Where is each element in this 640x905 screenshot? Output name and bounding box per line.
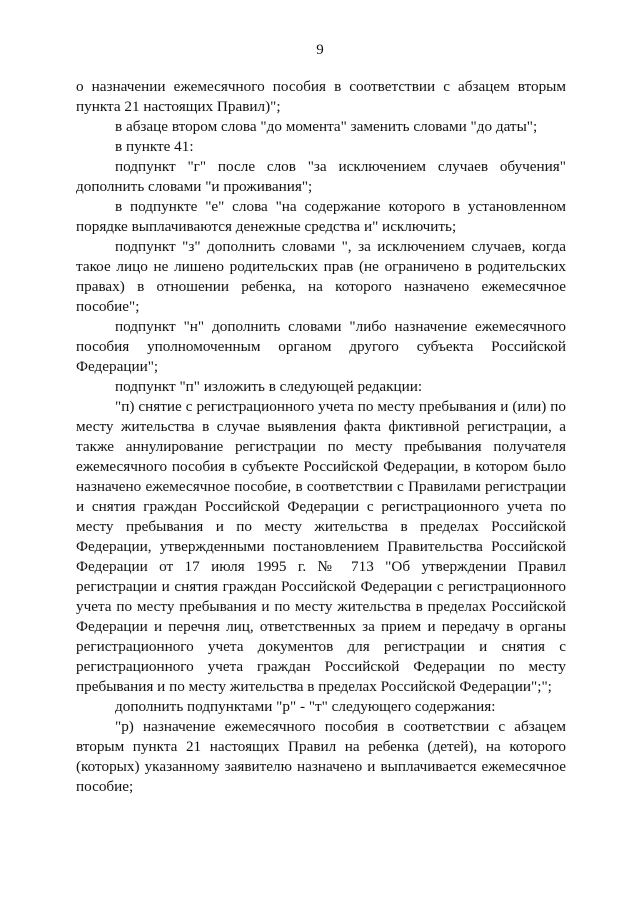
document-body (76, 77, 566, 797)
paragraph: подпункт "н" дополнить словами "либо назначение ежемесячного пособия уполномоченным органом другого субъекта Российской Федерации"; (76, 318, 566, 375)
paragraph: в подпункте "е" слова "на содержание которого в установленном порядке выплачиваются денежные средства и" исключить; (76, 198, 566, 235)
paragraph: о назначении ежемесячного пособия в соответствии с абзацем вторым пункта 21 настоящих Правил)"; (76, 78, 566, 115)
paragraph: в пункте 41: (115, 138, 194, 155)
paragraph: "п) снятие с регистрационного учета по месту пребывания и (или) по месту жительства в случае выявления факта фиктивной регистрации, а также аннулирование регистрации по месту пребывания получателя ежемесячного пособия в субъекте Российской Федерации, в котором было назначено ежемесячное пособие, в соответствии с Правилами регистрации и снятия граждан Российской Федерации с регистрационного учета по месту пребывания и по месту жительства в пределах Российской Федерации, утвержденными постановлением Правительства Российской Федерации от 17 июля 1995 г. № 713 "Об утверждении Правил регистрации и снятия граждан Российской Федерации с регистрационного учета по месту пребывания и по месту жительства в пределах Российской Федерации и перечня лиц, ответственных за прием и передачу в органы регистрационного учета документов для регистрации и снятия с регистрационного учета граждан Российской Федерации по месту пребывания и по месту жительства в пределах Российской Федерации";"; (76, 398, 566, 695)
paragraph: подпункт "п" изложить в следующей редакции: (115, 378, 423, 395)
paragraph: в абзаце втором слова "до момента" заменить словами "до даты"; (115, 118, 538, 135)
page-number: 9 (316, 42, 324, 58)
paragraph: подпункт "з" дополнить словами ", за исключением случаев, когда такое лицо не лишено родительских прав (не ограничено в родительских правах) в отношении ребенка, на которого назначено ежемесячное пособие"; (76, 238, 566, 315)
paragraph: дополнить подпунктами "р" - "т" следующего содержания: (115, 698, 496, 715)
paragraph: "р) назначение ежемесячного пособия в соответствии с абзацем вторым пункта 21 настоящих Правил на ребенка (детей), на которого (которых) указанному заявителю назначено и выплачивается ежемесячное пособие; (76, 718, 566, 795)
paragraph: подпункт "г" после слов "за исключением случаев обучения" дополнить словами "и проживания"; (76, 158, 566, 195)
